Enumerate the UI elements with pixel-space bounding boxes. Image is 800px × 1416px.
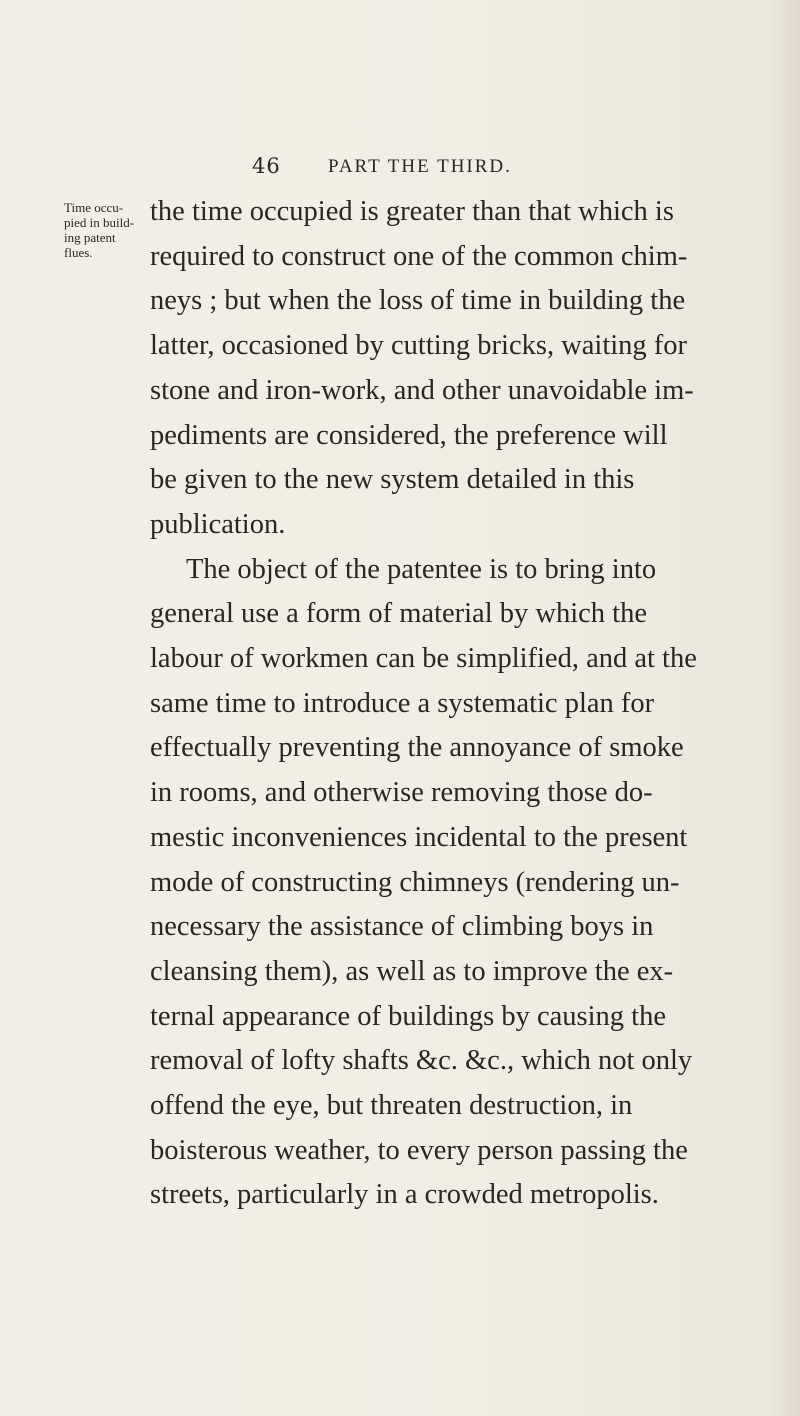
text-line: mode of constructing chimneys (rendering un- bbox=[150, 866, 680, 898]
text-line: in rooms, and otherwise removing those do- bbox=[150, 777, 653, 809]
text-line: streets, particularly in a crowded metropolis. bbox=[150, 1179, 659, 1211]
text-line: cleansing them), as well as to improve the ex- bbox=[150, 955, 674, 987]
page-edge-shadow bbox=[770, 0, 800, 1416]
text-line: effectually preventing the annoyance of smoke bbox=[150, 732, 684, 764]
text-line: publication. bbox=[150, 508, 286, 540]
text-line: the time occupied is greater than that which is bbox=[150, 196, 674, 227]
body-text bbox=[150, 190, 770, 1218]
page-header bbox=[252, 150, 772, 184]
text-line: mestic inconveniences incidental to the present bbox=[150, 821, 688, 853]
marginal-note-line: flues. bbox=[64, 245, 93, 260]
running-head: PART THE THIRD. bbox=[328, 156, 512, 177]
marginal-note-line: pied in build- bbox=[64, 215, 135, 230]
text-line: required to construct one of the common chim- bbox=[150, 240, 688, 272]
text-line: be given to the new system detailed in this bbox=[150, 464, 635, 496]
text-line: removal of lofty shafts &c. &c., which not only bbox=[150, 1045, 693, 1077]
marginal-note bbox=[64, 200, 134, 260]
text-line: neys ; but when the loss of time in building the bbox=[150, 285, 686, 317]
marginal-note-line: ing patent bbox=[64, 230, 116, 245]
text-line: latter, occasioned by cutting bricks, waiting for bbox=[150, 330, 688, 362]
text-line: boisterous weather, to every person passing the bbox=[150, 1134, 688, 1166]
page-number: 46 bbox=[252, 154, 281, 178]
marginal-note-line: Time occu- bbox=[64, 200, 124, 215]
text-line: same time to introduce a systematic plan for bbox=[150, 687, 655, 719]
text-line: offend the eye, but threaten destruction, in bbox=[150, 1090, 633, 1122]
text-line: pediments are considered, the preference will bbox=[150, 419, 668, 451]
paragraph-start-line: The object of the patentee is to bring into bbox=[186, 553, 657, 585]
text-line: stone and iron-work, and other unavoidable im- bbox=[150, 374, 694, 406]
text-line: general use a form of material by which the bbox=[150, 598, 647, 630]
text-line: ternal appearance of buildings by causing the bbox=[150, 1000, 666, 1032]
text-line: labour of workmen can be simplified, and at the bbox=[150, 643, 697, 675]
text-line: necessary the assistance of climbing boys in bbox=[150, 911, 654, 943]
